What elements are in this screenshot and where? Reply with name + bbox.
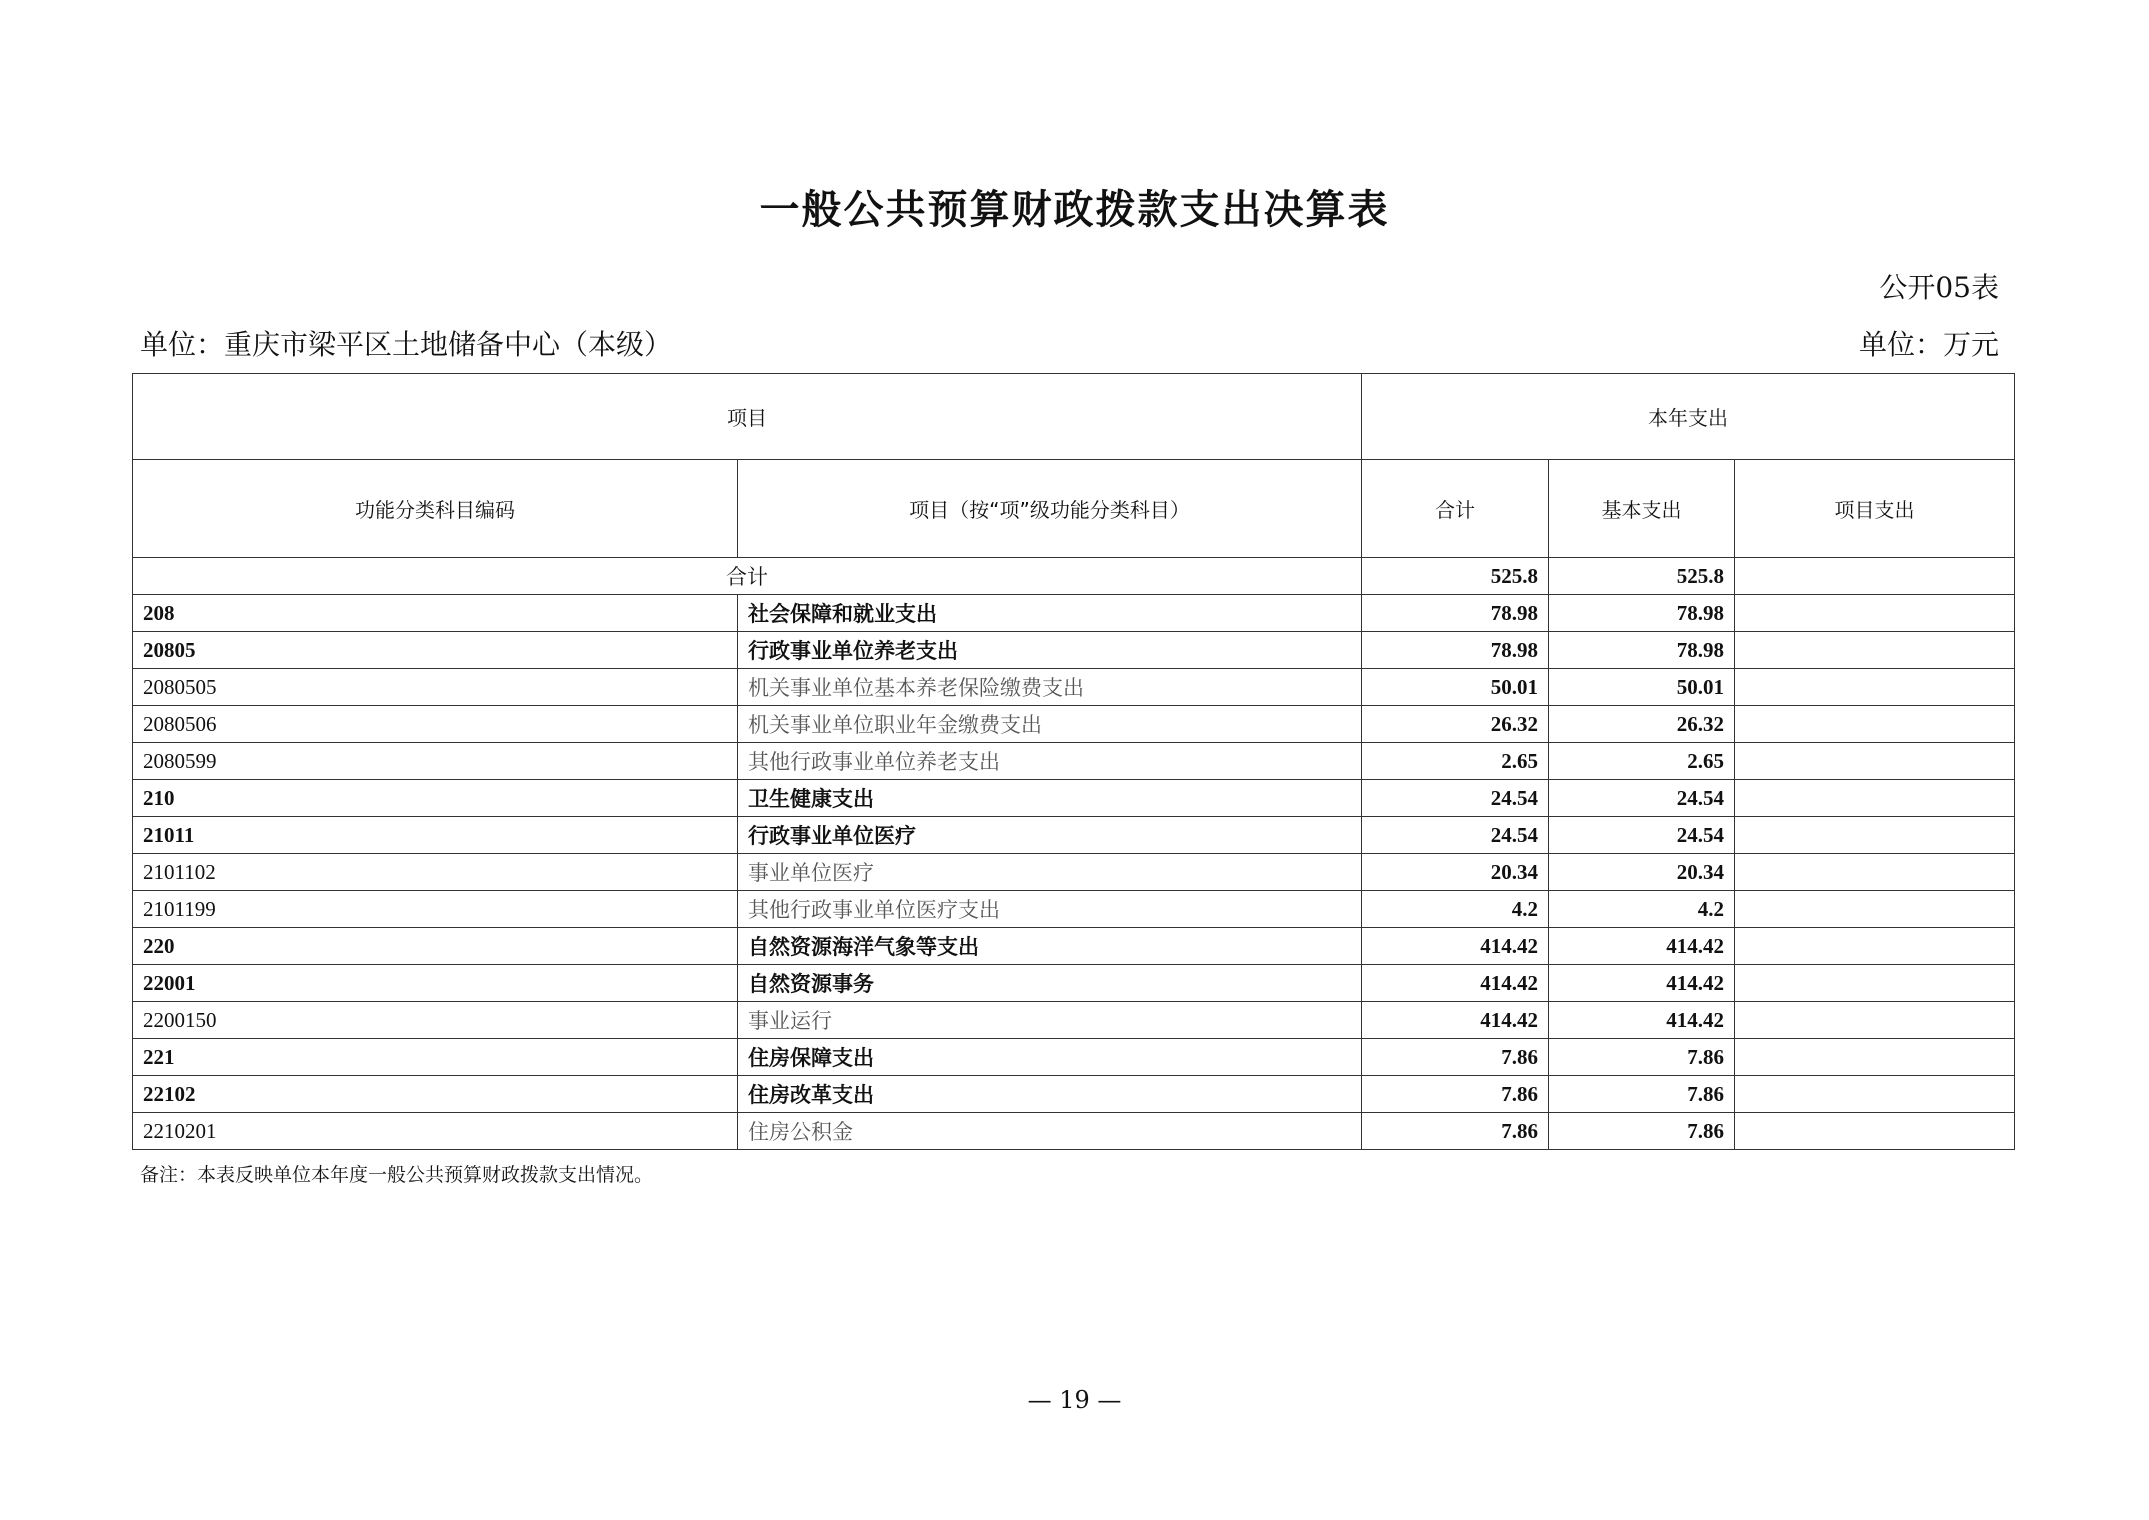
row-project	[1735, 669, 2015, 706]
row-basic: 7.86	[1549, 1076, 1735, 1113]
row-code: 210	[133, 780, 738, 817]
row-item-name: 行政事业单位养老支出	[738, 632, 1362, 669]
row-total: 7.86	[1362, 1076, 1549, 1113]
row-item-name: 住房公积金	[738, 1113, 1362, 1150]
row-basic: 78.98	[1549, 632, 1735, 669]
row-total: 78.98	[1362, 595, 1549, 632]
total-project	[1735, 558, 2015, 595]
row-total: 7.86	[1362, 1113, 1549, 1150]
row-project	[1735, 817, 2015, 854]
row-basic: 26.32	[1549, 706, 1735, 743]
row-project	[1735, 891, 2015, 928]
row-code: 2200150	[133, 1002, 738, 1039]
table-row	[133, 817, 2015, 854]
table-row	[133, 854, 2015, 891]
row-item-name: 社会保障和就业支出	[738, 595, 1362, 632]
table-row	[133, 632, 2015, 669]
page-title: 一般公共预算财政拨款支出决算表	[759, 187, 1390, 233]
row-basic: 24.54	[1549, 780, 1735, 817]
row-total: 2.65	[1362, 743, 1549, 780]
table-number: 公开05表	[1879, 271, 1999, 304]
table-row	[133, 669, 2015, 706]
row-project	[1735, 595, 2015, 632]
row-code: 2101102	[133, 854, 738, 891]
row-item-name: 卫生健康支出	[738, 780, 1362, 817]
row-total: 414.42	[1362, 965, 1549, 1002]
row-basic: 7.86	[1549, 1113, 1735, 1150]
row-code: 20805	[133, 632, 738, 669]
row-code: 22102	[133, 1076, 738, 1113]
row-basic: 4.2	[1549, 891, 1735, 928]
unit-organization: 单位：重庆市梁平区土地储备中心（本级）	[140, 328, 673, 361]
row-basic: 20.34	[1549, 854, 1735, 891]
header-total: 合计	[1362, 460, 1549, 558]
row-item-name: 机关事业单位职业年金缴费支出	[738, 706, 1362, 743]
page-number: — 19 —	[1027, 1386, 1122, 1414]
row-total: 414.42	[1362, 1002, 1549, 1039]
header-item-name: 项目（按“项”级功能分类科目）	[738, 460, 1362, 558]
row-basic: 414.42	[1549, 928, 1735, 965]
table-row	[133, 595, 2015, 632]
unit-row	[140, 323, 1999, 363]
row-basic: 78.98	[1549, 595, 1735, 632]
row-item-name: 住房改革支出	[738, 1076, 1362, 1113]
total-label: 合计	[133, 558, 1362, 595]
header-code: 功能分类科目编码	[133, 460, 738, 558]
row-code: 2080506	[133, 706, 738, 743]
row-item-name: 其他行政事业单位医疗支出	[738, 891, 1362, 928]
row-item-name: 机关事业单位基本养老保险缴费支出	[738, 669, 1362, 706]
row-code: 221	[133, 1039, 738, 1076]
row-item-name: 事业单位医疗	[738, 854, 1362, 891]
row-project	[1735, 706, 2015, 743]
row-project	[1735, 743, 2015, 780]
row-code: 22001	[133, 965, 738, 1002]
header-row-2	[133, 460, 2015, 558]
row-project	[1735, 1002, 2015, 1039]
row-code: 208	[133, 595, 738, 632]
table-row	[133, 1113, 2015, 1150]
row-project	[1735, 1076, 2015, 1113]
row-code: 220	[133, 928, 738, 965]
row-basic: 7.86	[1549, 1039, 1735, 1076]
table-row	[133, 891, 2015, 928]
header-project: 项目支出	[1735, 460, 2015, 558]
header-row-1	[133, 374, 2015, 460]
table-row	[133, 1002, 2015, 1039]
table-row	[133, 1039, 2015, 1076]
header-item: 项目	[133, 374, 1362, 460]
total-sum: 525.8	[1362, 558, 1549, 595]
row-project	[1735, 854, 2015, 891]
row-item-name: 自然资源事务	[738, 965, 1362, 1002]
table-note: 备注：本表反映单位本年度一般公共预算财政拨款支出情况。	[140, 1164, 654, 1186]
row-item-name: 行政事业单位医疗	[738, 817, 1362, 854]
row-item-name: 住房保障支出	[738, 1039, 1362, 1076]
table-row	[133, 965, 2015, 1002]
table-row	[133, 928, 2015, 965]
table-row	[133, 780, 2015, 817]
row-item-name: 自然资源海洋气象等支出	[738, 928, 1362, 965]
header-basic: 基本支出	[1549, 460, 1735, 558]
total-basic: 525.8	[1549, 558, 1735, 595]
row-basic: 2.65	[1549, 743, 1735, 780]
row-basic: 50.01	[1549, 669, 1735, 706]
table-row	[133, 1076, 2015, 1113]
total-row	[133, 558, 2015, 595]
row-item-name: 事业运行	[738, 1002, 1362, 1039]
row-total: 50.01	[1362, 669, 1549, 706]
row-total: 414.42	[1362, 928, 1549, 965]
row-code: 21011	[133, 817, 738, 854]
row-total: 24.54	[1362, 780, 1549, 817]
row-total: 26.32	[1362, 706, 1549, 743]
table-row	[133, 743, 2015, 780]
row-total: 78.98	[1362, 632, 1549, 669]
row-code: 2080505	[133, 669, 738, 706]
row-code: 2080599	[133, 743, 738, 780]
row-project	[1735, 632, 2015, 669]
row-total: 20.34	[1362, 854, 1549, 891]
row-item-name: 其他行政事业单位养老支出	[738, 743, 1362, 780]
row-project	[1735, 1039, 2015, 1076]
row-project	[1735, 1113, 2015, 1150]
row-total: 7.86	[1362, 1039, 1549, 1076]
header-current-year: 本年支出	[1362, 374, 2015, 460]
row-basic: 414.42	[1549, 1002, 1735, 1039]
row-total: 4.2	[1362, 891, 1549, 928]
row-project	[1735, 928, 2015, 965]
row-basic: 24.54	[1549, 817, 1735, 854]
table-row	[133, 706, 2015, 743]
row-total: 24.54	[1362, 817, 1549, 854]
row-code: 2101199	[133, 891, 738, 928]
row-project	[1735, 965, 2015, 1002]
row-basic: 414.42	[1549, 965, 1735, 1002]
unit-currency: 单位：万元	[1858, 328, 1999, 361]
row-project	[1735, 780, 2015, 817]
row-code: 2210201	[133, 1113, 738, 1150]
expenditure-table	[132, 373, 2015, 1150]
